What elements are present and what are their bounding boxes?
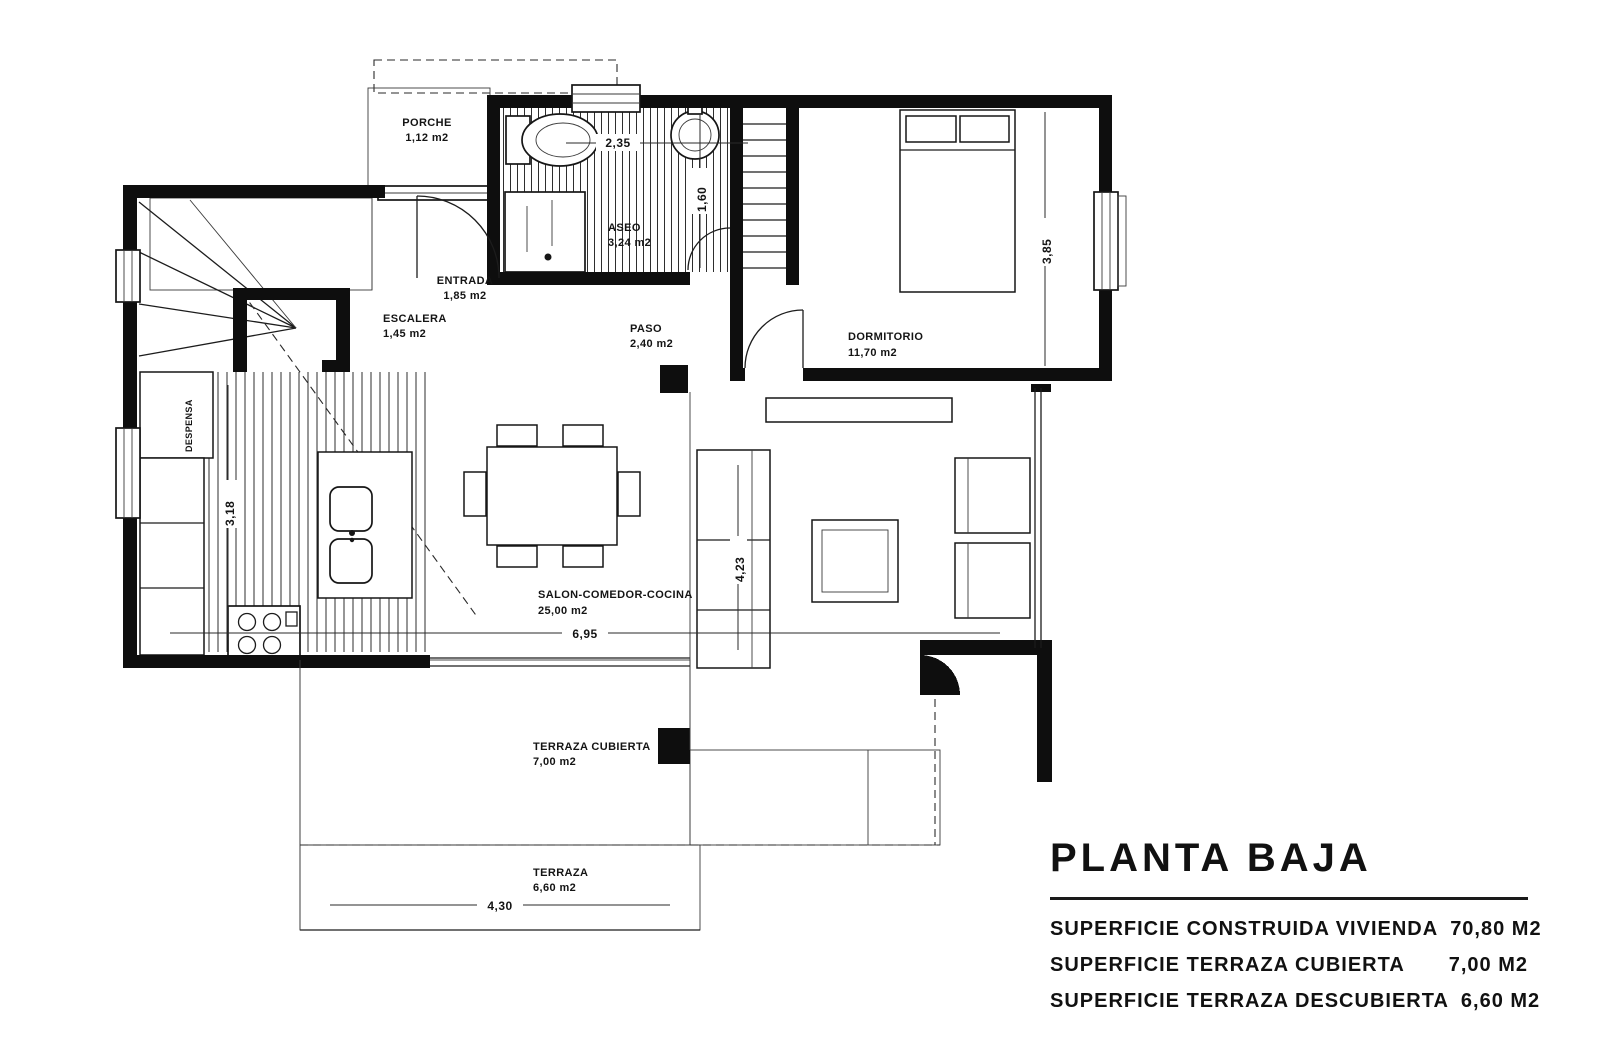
label-despensa: DESPENSA [184,399,194,452]
surface-row [1050,954,1528,977]
surface-label: SUPERFICIE CONSTRUIDA VIVIENDA [1050,918,1439,940]
surface-row [1050,918,1542,941]
terrace-side-path [690,660,940,845]
label-terraza: TERRAZA [533,867,589,879]
dim-cocina-depth: 3,18 [223,500,237,526]
terrace-column [658,728,690,764]
terrace-open-tiles [300,845,700,930]
glass-front-salon [430,658,690,666]
pantry-closet [140,372,213,458]
dim-dormitorio-depth: 3,85 [1040,238,1054,264]
surface-label: SUPERFICIE TERRAZA CUBIERTA [1050,954,1405,976]
coffee-armchair [812,520,898,602]
bedroom-door [745,310,803,368]
dim-salon-depth: 4,23 [733,556,747,582]
label-terraza-cubierta-area: 7,00 m2 [533,756,577,768]
title-rule [1050,897,1528,900]
label-entrada-area: 1,85 m2 [443,290,487,302]
label-terraza-area: 6,60 m2 [533,882,577,894]
window-left-2 [116,428,140,518]
bed [900,110,1015,292]
dim-salon-width: 6,95 [572,627,598,641]
shower-tray [505,192,585,272]
title-block [1050,836,1542,1026]
label-aseo: ASEO [608,222,641,234]
toilet [506,114,598,166]
label-dormitorio-area: 11,70 m2 [848,347,898,359]
label-dormitorio: DORMITORIO [848,331,924,343]
window-bedroom-right [1094,192,1126,290]
dining-table [464,425,640,567]
armchair-1 [955,458,1030,533]
label-paso-area: 2,40 m2 [630,338,674,350]
kitchen-counter [140,458,204,655]
window-top [572,85,640,112]
label-entrada: ENTRADA [436,275,494,287]
glass-wall-right [1035,388,1041,648]
paso-column [660,365,688,393]
label-salon-area: 25,00 m2 [538,605,588,617]
armchair-2 [955,543,1030,618]
dim-aseo-depth: 1,60 [695,186,709,212]
label-escalera-area: 1,45 m2 [383,328,427,340]
surface-row [1050,990,1541,1013]
label-escalera: ESCALERA [383,313,447,325]
entry-door [417,196,499,278]
dim-aseo-width: 2,35 [605,136,631,150]
plan-title: PLANTA BAJA [1050,836,1372,880]
dim-terraza-width: 4,30 [487,899,513,913]
surface-value: 70,80 M2 [1450,918,1542,940]
stair-treads-top [743,124,786,268]
label-aseo-area: 3,24 m2 [608,237,652,249]
label-salon: SALON-COMEDOR-COCINA [538,589,693,601]
surface-value: 6,60 M2 [1460,990,1541,1012]
surface-value: 7,00 M2 [1448,954,1528,976]
surface-table [1050,918,1542,1013]
label-porche-area: 1,12 m2 [405,132,449,144]
stair-well-walls [233,288,350,372]
label-porche: PORCHE [402,117,452,129]
window-left-1 [116,250,140,302]
surface-label: SUPERFICIE TERRAZA DESCUBIERTA [1050,990,1449,1012]
label-terraza-cubierta: TERRAZA CUBIERTA [533,741,651,753]
tv-cabinet [766,398,952,422]
label-paso: PASO [630,323,662,335]
